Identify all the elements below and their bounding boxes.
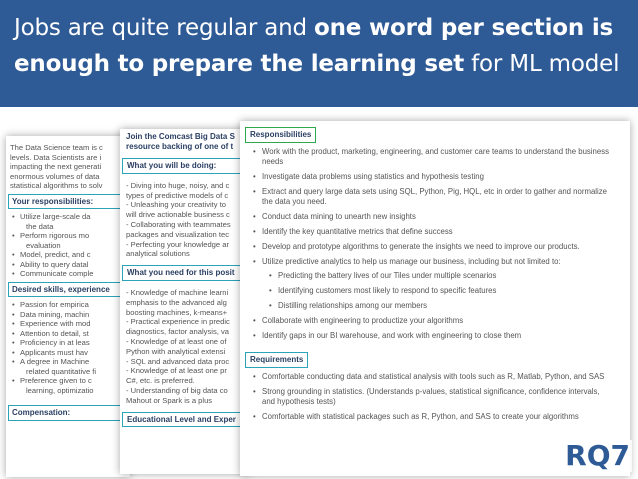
doc2-section-education: Educational Level and Exper bbox=[122, 412, 248, 428]
list-item: • Communicate comple bbox=[20, 269, 130, 279]
list-item: • Passion for empirica bbox=[20, 300, 130, 310]
doc2-text-line: types of predictive models of c bbox=[126, 190, 229, 200]
list-item-text: Utilize predictive analytics to help us manage our business, including but not limited to: bbox=[262, 257, 561, 266]
title-line-1 bbox=[14, 10, 624, 46]
doc1-section-compensation: Compensation: bbox=[8, 405, 128, 421]
doc2-intro-line: Join the Comcast Big Data S bbox=[126, 132, 235, 141]
doc1-intro bbox=[6, 136, 130, 191]
doc2-section-what-you-will-do: What you will be doing: bbox=[122, 158, 248, 174]
sub-list-item: • Predicting the battery lives of our Tiles under multiple scenarios bbox=[278, 271, 612, 281]
title-line-2-bold: enough to prepare the learning set bbox=[14, 51, 465, 77]
list-item: • Attention to detail, st bbox=[20, 329, 130, 339]
doc1-skills-list-cont bbox=[6, 376, 130, 386]
list-item: • A degree in Machine bbox=[20, 357, 130, 367]
doc1-responsibilities-list-cont2 bbox=[6, 250, 130, 279]
doc3-section-requirements: Requirements bbox=[245, 352, 308, 368]
slide-title-banner bbox=[0, 0, 638, 107]
doc2-text-line: - Perfecting your knowledge ar bbox=[126, 239, 229, 249]
doc1-section-responsibilities: Your responsibilities: bbox=[8, 194, 128, 210]
list-item-continuation: related quantitative fi bbox=[26, 366, 97, 376]
list-item: • Data mining, machin bbox=[20, 310, 130, 320]
sub-list-item: • Identifying customers most likely to respond to specific features bbox=[278, 286, 612, 296]
doc2-text-line: - Diving into huge, noisy, and c bbox=[126, 180, 230, 190]
doc2-text-line: - Practical experience in predic bbox=[126, 317, 230, 327]
doc2-intro bbox=[120, 129, 250, 155]
doc3-sub-list bbox=[262, 271, 612, 311]
doc1-skills-list bbox=[6, 300, 130, 367]
list-item: • Work with the product, marketing, engineering, and customer care teams to understand the business needs bbox=[262, 147, 630, 167]
doc1-intro-line: levels. Data Scientists are i bbox=[10, 152, 102, 162]
list-item-continuation: evaluation bbox=[26, 240, 61, 250]
doc1-intro-line: impacting the next generati bbox=[10, 162, 102, 171]
doc1-responsibilities-list bbox=[6, 212, 130, 222]
list-item: • Conduct data mining to unearth new insights bbox=[262, 212, 630, 222]
list-item: • Model, predict, and c bbox=[20, 250, 130, 260]
list-item: • Collaborate with engineering to productize your algorithms bbox=[262, 316, 630, 326]
doc1-intro-line: enormous volumes of data bbox=[10, 171, 100, 181]
job-posting-middle bbox=[120, 129, 250, 474]
list-item: • Proficiency in at leas bbox=[20, 338, 130, 348]
list-item: • Perform rigorous mo bbox=[20, 231, 130, 241]
sub-list-item: • Distilling relationships among our members bbox=[278, 301, 612, 311]
job-posting-left bbox=[6, 136, 130, 477]
list-item: • Utilize large-scale da bbox=[20, 212, 130, 222]
list-item-continuation: the data bbox=[26, 221, 54, 231]
list-item: • Identify the key quantitative metrics that define success bbox=[262, 227, 630, 237]
doc2-text-line: - Unleashing your creativity to bbox=[126, 200, 227, 210]
doc2-text-line: Python with analytical extensi bbox=[126, 346, 226, 356]
list-item: • Develop and prototype algorithms to generate the insights we need to improve our products. bbox=[262, 242, 630, 252]
doc2-text-line: C#, etc. is preferred. bbox=[126, 376, 195, 386]
doc1-section-desired-skills: Desired skills, experience bbox=[8, 282, 128, 298]
doc2-section-what-you-need: What you need for this posit bbox=[122, 265, 248, 281]
list-item: • Strong grounding in statistics. (Understands p-values, statistical significance, confidence intervals, and hypothesis tests) bbox=[262, 387, 630, 407]
list-item-continuation: learning, optimizatio bbox=[26, 385, 94, 395]
doc2-text-line: - Knowledge of at least one of bbox=[126, 336, 227, 346]
doc3-requirements-list bbox=[240, 372, 630, 422]
doc2-text-line: emphasis to the advanced alg bbox=[126, 297, 227, 307]
title-line-2 bbox=[14, 46, 624, 82]
doc2-text-line: - Knowledge of machine learni bbox=[126, 287, 229, 297]
list-item bbox=[262, 257, 630, 311]
doc2-text-line: boosting machines, k-means+ bbox=[126, 307, 228, 317]
list-item: • Extract and query large data sets using SQL, Python, Pig, HQL, etc in order to gather and normalize the data you need. bbox=[262, 187, 630, 207]
list-item: • Comfortable conducting data and statistical analysis with tools such as R, Matlab, Python, and SAS bbox=[262, 372, 630, 382]
doc2-text-line: - Knowledge of at least one pr bbox=[126, 366, 227, 376]
doc1-responsibilities-list-cont bbox=[6, 231, 130, 241]
list-item: • Preference given to c bbox=[20, 376, 130, 386]
doc2-text-line: - Understanding of big data co bbox=[126, 385, 228, 395]
list-item: • Comfortable with statistical packages such as R, Python, and SAS to create your algorithms bbox=[262, 412, 630, 422]
doc2-text-line: packages and visualization tec bbox=[126, 229, 230, 239]
list-item: • Identify gaps in our BI warehouse, and work with engineering to close them bbox=[262, 331, 630, 341]
doc2-text-line: will drive actionable business c bbox=[126, 210, 230, 220]
doc2-text-line: analytical solutions bbox=[126, 249, 190, 259]
job-posting-right bbox=[240, 121, 630, 476]
doc3-responsibilities-list bbox=[240, 147, 630, 341]
doc3-section-responsibilities: Responsibilities bbox=[245, 127, 316, 143]
doc1-intro-line: statistical algorithms to solv bbox=[10, 181, 103, 190]
list-item: • Ability to query datal bbox=[20, 260, 130, 270]
doc2-text-line: - SQL and advanced data proc bbox=[126, 356, 230, 366]
title-line-1-bold: one word per section is bbox=[314, 15, 614, 41]
doc2-intro-line: resource backing of one of t bbox=[126, 142, 234, 151]
list-item: • Experience with mod bbox=[20, 319, 130, 329]
title-line-2-regular: for ML model bbox=[464, 51, 620, 77]
doc2-text-line: diagnostics, factor analysis, va bbox=[126, 327, 229, 337]
list-item: • Investigate data problems using statistics and hypothesis testing bbox=[262, 172, 630, 182]
list-item: • Applicants must hav bbox=[20, 348, 130, 358]
research-question-tag: RQ7 bbox=[565, 439, 630, 472]
title-line-1-regular: Jobs are quite regular and bbox=[14, 15, 315, 41]
doc1-intro-line: The Data Science team is c bbox=[10, 143, 103, 152]
doc2-text-line: - Collaborating with teammates bbox=[126, 219, 231, 229]
doc2-text-line: Mahout or Spark is a plus bbox=[126, 395, 213, 405]
